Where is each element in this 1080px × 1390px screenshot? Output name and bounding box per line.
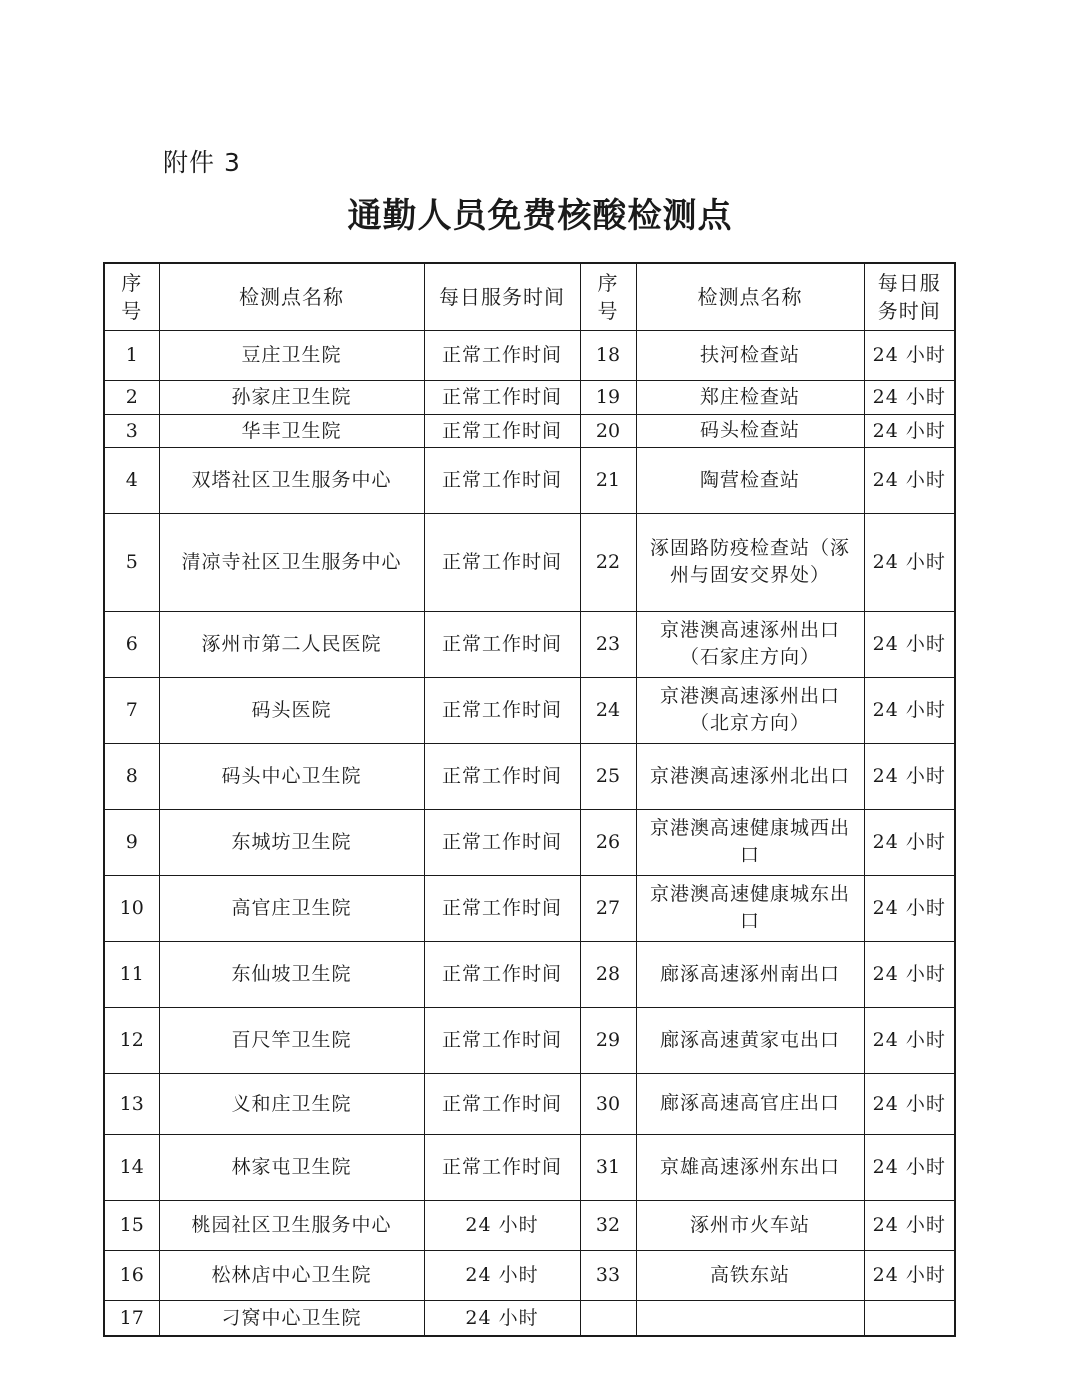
row-number-cell: 13 [104,1073,159,1134]
site-name-cell: 廊涿高速涿州南出口 [636,941,864,1007]
site-name-cell: 松林店中心卫生院 [159,1250,424,1300]
table-row [104,447,955,513]
row-number-cell: 10 [104,875,159,941]
row-number-cell: 6 [104,611,159,677]
site-name-cell: 涿固路防疫检查站（涿州与固安交界处） [636,513,864,611]
service-hours-cell: 24 小时 [864,1073,955,1134]
site-name-cell: 清凉寺社区卫生服务中心 [159,513,424,611]
row-number-cell: 7 [104,677,159,743]
table-row [104,875,955,941]
site-name-cell: 京雄高速涿州东出口 [636,1134,864,1200]
col-header-no-left: 序 号 [104,263,159,330]
row-number-cell: 17 [104,1300,159,1336]
service-hours-cell: 正常工作时间 [424,941,580,1007]
site-name-cell: 涿州市第二人民医院 [159,611,424,677]
table-row [104,513,955,611]
row-number-cell: 29 [580,1007,636,1073]
service-hours-cell: 正常工作时间 [424,611,580,677]
service-hours-cell: 24 小时 [864,809,955,875]
col-header-name-right: 检测点名称 [636,263,864,330]
row-number-cell: 16 [104,1250,159,1300]
row-number-cell: 33 [580,1250,636,1300]
site-name-cell: 高铁东站 [636,1250,864,1300]
site-name-cell: 涿州市火车站 [636,1200,864,1250]
service-hours-cell: 24 小时 [424,1200,580,1250]
service-hours-cell: 24 小时 [424,1300,580,1336]
row-number-cell: 25 [580,743,636,809]
service-hours-cell: 正常工作时间 [424,513,580,611]
row-number-cell: 2 [104,380,159,414]
col-header-no-right: 序 号 [580,263,636,330]
service-hours-cell: 24 小时 [864,330,955,380]
table-row [104,611,955,677]
service-hours-cell: 24 小时 [864,1250,955,1300]
site-name-cell: 华丰卫生院 [159,414,424,447]
site-name-cell: 码头检查站 [636,414,864,447]
table-row [104,743,955,809]
site-name-cell: 廊涿高速高官庄出口 [636,1073,864,1134]
service-hours-cell: 正常工作时间 [424,809,580,875]
row-number-cell: 21 [580,447,636,513]
attachment-label: 附件 3 [163,148,241,177]
row-number-cell: 9 [104,809,159,875]
table-row [104,1300,955,1336]
service-hours-cell: 正常工作时间 [424,875,580,941]
row-number-cell: 15 [104,1200,159,1250]
row-number-cell: 12 [104,1007,159,1073]
site-name-cell: 陶营检查站 [636,447,864,513]
site-name-cell: 郑庄检查站 [636,380,864,414]
site-name-cell: 东仙坡卫生院 [159,941,424,1007]
row-number-cell: 30 [580,1073,636,1134]
site-name-cell: 孙家庄卫生院 [159,380,424,414]
service-hours-cell: 24 小时 [864,941,955,1007]
row-number-cell: 3 [104,414,159,447]
col-header-time-left: 每日服务时间 [424,263,580,330]
site-name-cell: 京港澳高速涿州北出口 [636,743,864,809]
table-row [104,1200,955,1250]
service-hours-cell: 正常工作时间 [424,330,580,380]
site-name-cell: 扶河检查站 [636,330,864,380]
service-hours-cell: 24 小时 [864,414,955,447]
table-row [104,414,955,447]
row-number-cell: 19 [580,380,636,414]
service-hours-cell: 24 小时 [424,1250,580,1300]
site-name-cell: 京港澳高速健康城西出口 [636,809,864,875]
row-number-cell: 32 [580,1200,636,1250]
service-hours-cell [864,1300,955,1336]
table-row [104,1073,955,1134]
row-number-cell: 31 [580,1134,636,1200]
row-number-cell: 5 [104,513,159,611]
site-name-cell: 豆庄卫生院 [159,330,424,380]
site-name-cell: 廊涿高速黄家屯出口 [636,1007,864,1073]
row-number-cell: 11 [104,941,159,1007]
site-name-cell: 京港澳高速涿州出口（石家庄方向） [636,611,864,677]
table-row [104,1134,955,1200]
table-header-row [104,263,955,330]
service-hours-cell: 24 小时 [864,1007,955,1073]
row-number-cell: 8 [104,743,159,809]
site-name-cell: 义和庄卫生院 [159,1073,424,1134]
row-number-cell: 28 [580,941,636,1007]
site-name-cell: 京港澳高速涿州出口（北京方向） [636,677,864,743]
table-row [104,941,955,1007]
row-number-cell: 20 [580,414,636,447]
site-name-cell: 百尺竿卫生院 [159,1007,424,1073]
service-hours-cell: 24 小时 [864,1134,955,1200]
site-name-cell: 京港澳高速健康城东出口 [636,875,864,941]
site-name-cell: 东城坊卫生院 [159,809,424,875]
service-hours-cell: 24 小时 [864,380,955,414]
site-name-cell: 双塔社区卫生服务中心 [159,447,424,513]
service-hours-cell: 24 小时 [864,513,955,611]
row-number-cell: 4 [104,447,159,513]
service-hours-cell: 24 小时 [864,875,955,941]
row-number-cell: 14 [104,1134,159,1200]
test-site-table [103,262,956,1337]
service-hours-cell: 24 小时 [864,611,955,677]
service-hours-cell: 正常工作时间 [424,743,580,809]
table-row [104,1007,955,1073]
service-hours-cell: 24 小时 [864,447,955,513]
site-name-cell: 码头中心卫生院 [159,743,424,809]
service-hours-cell: 正常工作时间 [424,1007,580,1073]
service-hours-cell: 24 小时 [864,743,955,809]
service-hours-cell: 正常工作时间 [424,414,580,447]
site-name-cell: 码头医院 [159,677,424,743]
table-row [104,380,955,414]
service-hours-cell: 正常工作时间 [424,1134,580,1200]
table-row [104,330,955,380]
row-number-cell: 27 [580,875,636,941]
table-row [104,1250,955,1300]
col-header-time-right: 每日服 务时间 [864,263,955,330]
row-number-cell: 26 [580,809,636,875]
site-name-cell: 高官庄卫生院 [159,875,424,941]
row-number-cell: 24 [580,677,636,743]
row-number-cell [580,1300,636,1336]
service-hours-cell: 正常工作时间 [424,1073,580,1134]
site-name-cell: 桃园社区卫生服务中心 [159,1200,424,1250]
service-hours-cell: 正常工作时间 [424,677,580,743]
row-number-cell: 1 [104,330,159,380]
row-number-cell: 23 [580,611,636,677]
site-name-cell: 刁窝中心卫生院 [159,1300,424,1336]
site-name-cell [636,1300,864,1336]
row-number-cell: 22 [580,513,636,611]
table-row [104,677,955,743]
document-title: 通勤人员免费核酸检测点 [347,196,733,236]
col-header-name-left: 检测点名称 [159,263,424,330]
service-hours-cell: 正常工作时间 [424,447,580,513]
site-name-cell: 林家屯卫生院 [159,1134,424,1200]
row-number-cell: 18 [580,330,636,380]
service-hours-cell: 24 小时 [864,1200,955,1250]
table-row [104,809,955,875]
service-hours-cell: 24 小时 [864,677,955,743]
service-hours-cell: 正常工作时间 [424,380,580,414]
